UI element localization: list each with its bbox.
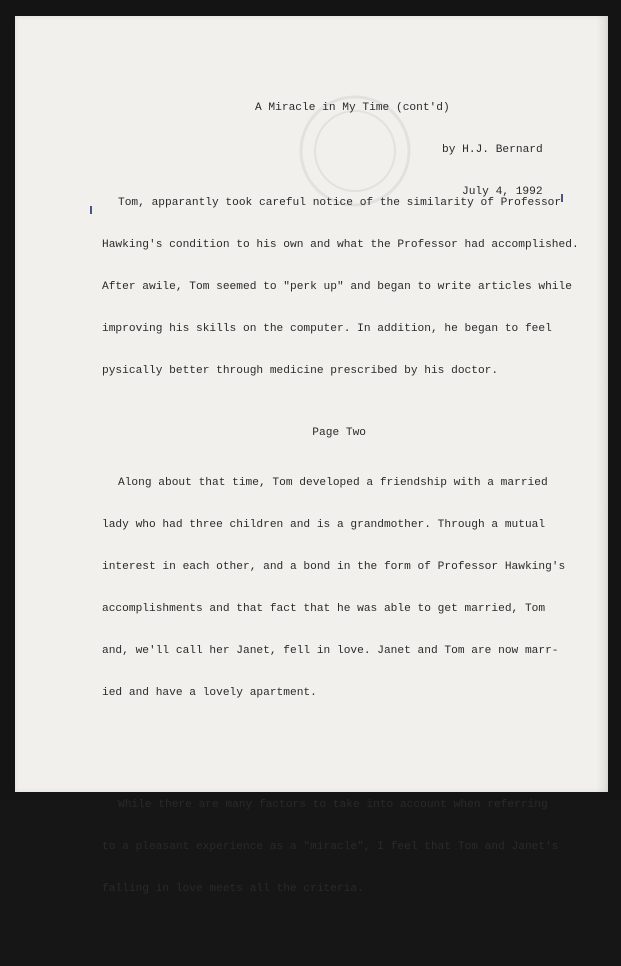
document-title: A Miracle in My Time (cont'd) [255,102,450,114]
pen-correction-mark [561,194,563,202]
paragraph-2 [102,448,572,728]
document-date: July 4, 1992 [462,186,543,198]
typed-page [15,16,608,895]
text-line: Hawking's condition to his own and what the Professor had accomplished. [102,239,579,251]
text-line: While there are many factors to take into account when referring [118,799,548,811]
page-footer [272,412,366,454]
text-line: Tom, apparantly took careful notice of the similarity of Professor [118,197,562,209]
paper-shadow-edge [596,16,608,792]
text-line: falling in love meets all the criteria. [102,883,364,895]
document-body [102,140,579,966]
text-line: ied and have a lovely apartment. [102,687,317,699]
page-label: Page Two [312,427,367,439]
text-line: After awile, Tom seemed to "perk up" and began to write articles while [102,281,572,293]
text-line: accomplishments and that fact that he was able to get married, Tom [102,603,546,615]
text-line: improving his skills on the computer. In addition, he began to feel [102,323,552,335]
text-line: lady who had three children and is a grandmother. Through a mutual [102,519,546,531]
text-line: Along about that time, Tom developed a friendship with a married [118,477,548,489]
text-line: and, we'll call her Janet, fell in love. Janet and Tom are now marr- [102,645,559,657]
pen-correction-mark [90,206,92,214]
text-line: interest in each other, and a bond in the form of Professor Hawking's [102,561,566,573]
paragraph-3 [102,770,572,924]
paragraph-1 [102,168,579,406]
text-line: to a pleasant experience as a "miracle", I feel that Tom and Janet's [102,841,559,853]
document-author: by H.J. Bernard [442,144,543,156]
text-line: pysically better through medicine prescribed by his doctor. [102,365,499,377]
